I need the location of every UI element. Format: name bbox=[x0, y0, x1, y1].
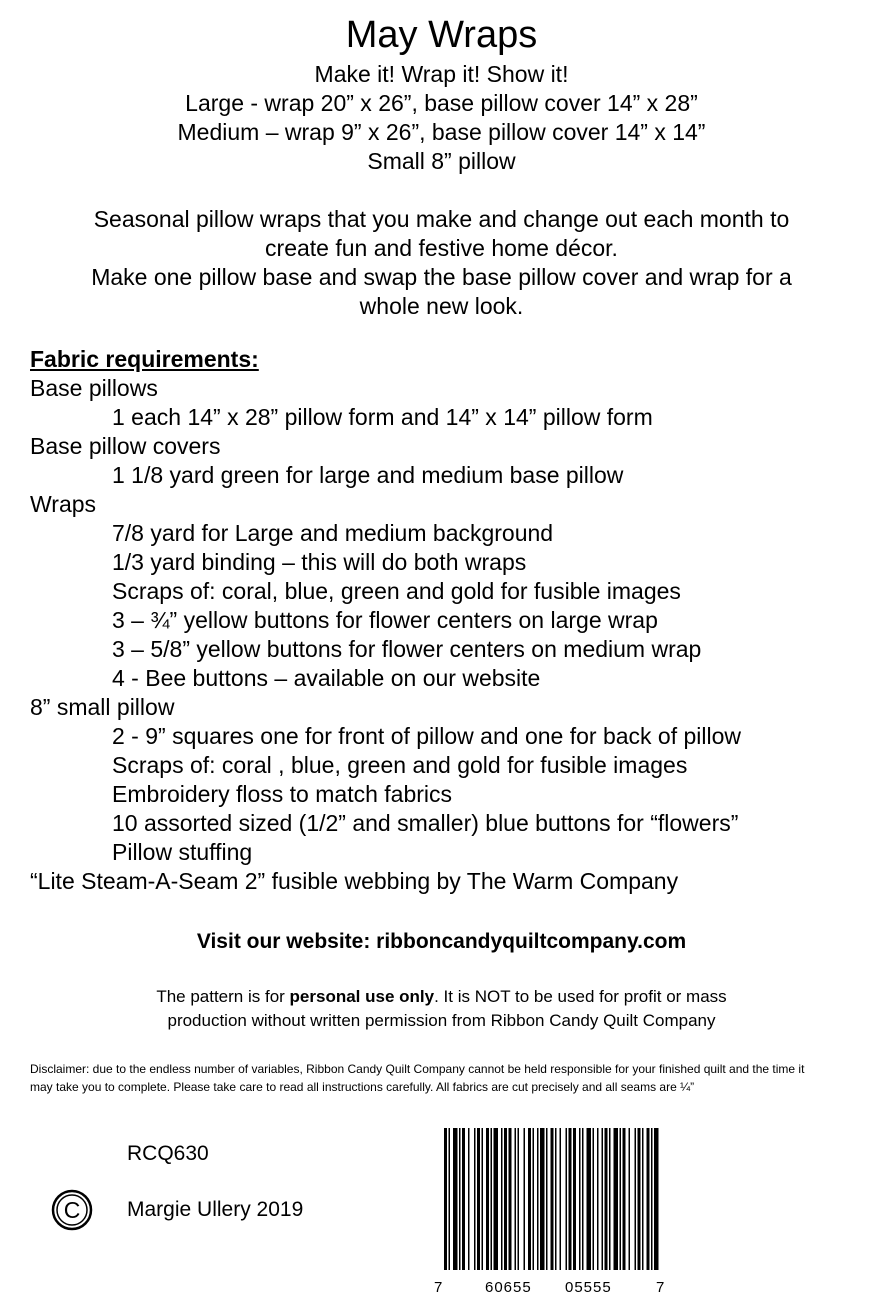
barcode-bar bbox=[462, 1128, 465, 1270]
requirements-heading: Fabric requirements: bbox=[30, 346, 259, 372]
usage-notice-line2: production without written permission from Ribbon Candy Quilt Company bbox=[167, 1011, 716, 1030]
barcode-bar bbox=[602, 1128, 604, 1270]
barcode-bar bbox=[477, 1128, 480, 1270]
barcode-bar bbox=[546, 1128, 548, 1270]
barcode-bar bbox=[560, 1128, 562, 1270]
pattern-code: RCQ630 bbox=[127, 1142, 209, 1165]
barcode-bar bbox=[609, 1128, 611, 1270]
intro-line: Make one pillow base and swap the base pillow cover and wrap for a bbox=[91, 264, 792, 290]
requirement-subitem: Scraps of: coral, blue, green and gold for fusible images bbox=[112, 578, 681, 604]
barcode-digit-first: 7 bbox=[434, 1279, 443, 1296]
barcode-bar bbox=[533, 1128, 535, 1270]
requirement-subitem: 3 – 5/8” yellow buttons for flower centers on medium wrap bbox=[112, 636, 702, 662]
author-line: Margie Ullery 2019 bbox=[127, 1198, 304, 1221]
barcode-bar bbox=[573, 1128, 576, 1270]
requirement-category: Wraps bbox=[30, 491, 97, 517]
disclaimer: Disclaimer: due to the endless number of variables, Ribbon Candy Quilt Company cannot be held responsible for your finished quilt and the time it may take you to complete. Please take care to read all instructions carefully. All fabrics are cut precisely and all seams are ¼” bbox=[30, 1062, 805, 1094]
barcode-bar bbox=[551, 1128, 554, 1288]
usage-notice-line1 bbox=[0, 985, 883, 1009]
notice-emphasis: personal use only bbox=[289, 987, 435, 1006]
barcode-bar bbox=[579, 1128, 581, 1270]
svg-text:C: C bbox=[63, 1197, 81, 1223]
barcode-bar bbox=[587, 1128, 592, 1270]
barcode-bar bbox=[638, 1128, 641, 1270]
barcode-bar bbox=[468, 1128, 470, 1270]
barcode-bar bbox=[501, 1128, 503, 1270]
requirement-subitem: Embroidery floss to match fabrics bbox=[112, 781, 453, 807]
barcode-bar bbox=[491, 1128, 493, 1270]
barcode-bar bbox=[537, 1128, 539, 1270]
size-medium: Medium – wrap 9” x 26”, base pillow cover 14” x 14” bbox=[177, 119, 706, 145]
barcode-bar bbox=[515, 1128, 517, 1270]
requirement-subitem: 1 each 14” x 28” pillow form and 14” x 14” pillow form bbox=[112, 404, 653, 430]
barcode-bar bbox=[614, 1128, 619, 1270]
barcode-bar bbox=[504, 1128, 507, 1270]
usage-notice bbox=[0, 985, 883, 1033]
barcode-bar bbox=[540, 1128, 545, 1270]
requirement-category: Base pillows bbox=[30, 375, 158, 401]
requirement-subitem: 7/8 yard for Large and medium background bbox=[112, 520, 554, 546]
requirements-list bbox=[30, 374, 741, 896]
notice-text: The pattern is for bbox=[156, 987, 290, 1006]
barcode-digit-last: 7 bbox=[656, 1279, 665, 1296]
barcode-bar bbox=[509, 1128, 512, 1270]
barcode-bar bbox=[449, 1128, 451, 1288]
requirement-category: 8” small pillow bbox=[30, 694, 175, 720]
barcode-bar bbox=[623, 1128, 626, 1270]
requirement-subitem: 1/3 yard binding – this will do both wraps bbox=[112, 549, 527, 575]
barcode-bar bbox=[654, 1128, 659, 1288]
barcode-bar bbox=[474, 1128, 476, 1270]
requirement-subitem: 1 1/8 yard green for large and medium base pillow bbox=[112, 462, 624, 488]
barcode-bar bbox=[459, 1128, 461, 1270]
requirement-subitem: 3 – ¾” yellow buttons for flower centers on large wrap bbox=[112, 607, 658, 633]
requirement-category: “Lite Steam-A-Seam 2” fusible webbing by The Warm Company bbox=[30, 868, 679, 894]
barcode-bar bbox=[651, 1128, 653, 1288]
barcode-bar bbox=[642, 1128, 644, 1270]
barcode bbox=[430, 1120, 670, 1298]
barcode-bar bbox=[629, 1128, 631, 1270]
barcode-bar bbox=[518, 1128, 520, 1270]
size-small: Small 8” pillow bbox=[367, 148, 516, 174]
barcode-bar bbox=[555, 1128, 557, 1270]
page-title: May Wraps bbox=[345, 14, 538, 56]
barcode-bar bbox=[593, 1128, 595, 1270]
barcode-bar bbox=[528, 1128, 531, 1270]
barcode-bar bbox=[620, 1128, 622, 1270]
barcode-bar bbox=[597, 1128, 599, 1270]
size-large: Large - wrap 20” x 26”, base pillow cover 14” x 28” bbox=[185, 90, 698, 116]
notice-text: . It is NOT to be used for profit or mass bbox=[434, 987, 727, 1006]
requirement-subitem: 2 - 9” squares one for front of pillow and one for back of pillow bbox=[112, 723, 742, 749]
barcode-bar bbox=[453, 1128, 458, 1270]
intro-line: whole new look. bbox=[359, 293, 524, 319]
requirement-subitem: 10 assorted sized (1/2” and smaller) blue buttons for “flowers” bbox=[112, 810, 739, 836]
intro-line: Seasonal pillow wraps that you make and change out each month to bbox=[93, 206, 790, 232]
requirement-subitem: Pillow stuffing bbox=[112, 839, 253, 865]
intro-line: create fun and festive home décor. bbox=[265, 235, 618, 261]
barcode-bar bbox=[482, 1128, 484, 1270]
barcode-bar bbox=[486, 1128, 489, 1270]
requirement-subitem: Scraps of: coral , blue, green and gold for fusible images bbox=[112, 752, 688, 778]
barcode-digits-right: 05555 bbox=[565, 1279, 612, 1296]
barcode-bar bbox=[605, 1128, 608, 1270]
requirement-subitem: 4 - Bee buttons – available on our website bbox=[112, 665, 541, 691]
copyright-icon bbox=[50, 1188, 94, 1232]
website-line: Visit our website: ribboncandyquiltcompany.com bbox=[196, 930, 687, 953]
barcode-digits-left: 60655 bbox=[485, 1279, 532, 1296]
barcode-bar bbox=[635, 1128, 637, 1270]
barcode-bar bbox=[566, 1128, 568, 1270]
barcode-bar bbox=[582, 1128, 584, 1270]
tagline: Make it! Wrap it! Show it! bbox=[314, 61, 569, 87]
requirement-category: Base pillow covers bbox=[30, 433, 221, 459]
barcode-bar bbox=[444, 1128, 447, 1288]
barcode-bar bbox=[524, 1128, 526, 1270]
barcode-bar bbox=[494, 1128, 499, 1270]
barcode-bar bbox=[647, 1128, 650, 1270]
barcode-bar bbox=[569, 1128, 572, 1270]
